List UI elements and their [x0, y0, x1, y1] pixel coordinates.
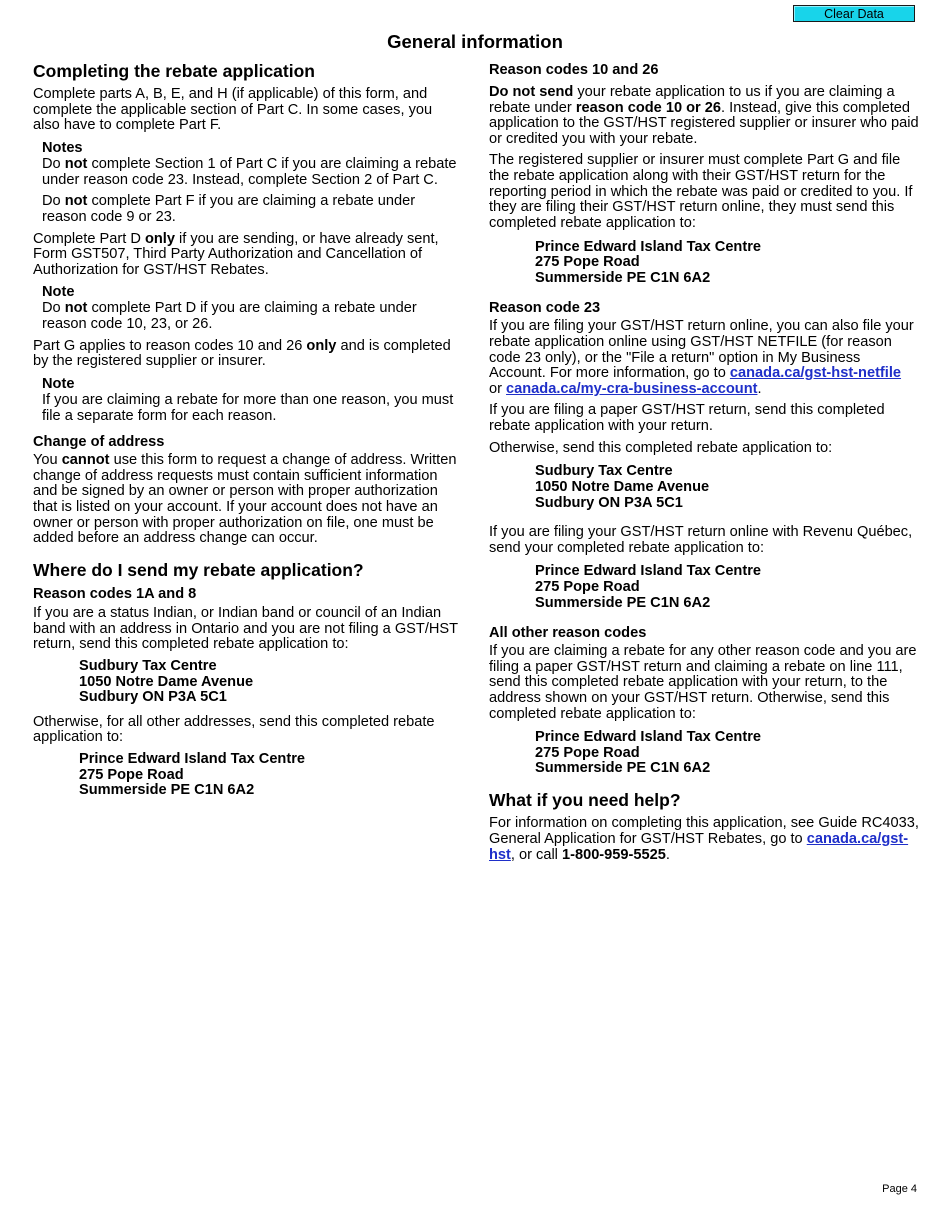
- supplier-text: The registered supplier or insurer must complete Part G and file the rebate application along with their GST/HST return for the reporting period in which the rebate was paid or credited to you. If they are filing their GST/HST return online, they must send this completed rebate application to:: [489, 152, 913, 231]
- netfile-link[interactable]: canada.ca/gst-hst-netfile: [729, 365, 902, 382]
- reason-10-26-text: Do not send your rebate application to us if you are claiming a rebate under reason code 10 or 26. Instead, give this completed application to the GST/HST registered supplier or insurer who paid or credited you with your rebate.: [489, 84, 919, 147]
- help-text: For information on completing this application, see Guide RC4033, General Application for GST/HST Rebates, go to canada.ca/gst-hst, or call 1-800-959-5525.: [489, 815, 919, 863]
- notes-heading: Notes: [42, 140, 83, 157]
- address-pei-other: Prince Edward Island Tax Centre 275 Pope Road Summerside PE C1N 6A2: [535, 729, 762, 777]
- note-part-f: Do not complete Part F if you are claiming a rebate under reason code 9 or 23.: [42, 193, 416, 225]
- revenu-quebec-text: If you are filing your GST/HST return online with Revenu Québec, send your completed rebate application to:: [489, 524, 913, 556]
- reason-23-online-text: If you are filing your GST/HST return online, you can also file your rebate application online using GST/HST NETFILE (for reason code 23 only), or the "File a return" option in My Business Account. For more information, go to canada.ca/gst-hst-netfile or canada.ca/my-cra-business-account.: [489, 318, 914, 397]
- business-account-link[interactable]: canada.ca/my-cra-business-account: [506, 380, 758, 397]
- completing-intro: Complete parts A, B, E, and H (if applicable) of this form, and complete the applicable section of Part C. In some cases, you also have to complete Part F.: [33, 86, 433, 134]
- address-sudbury: Sudbury Tax Centre 1050 Notre Dame Avenue Sudbury ON P3A 5C1: [79, 657, 254, 706]
- note-multiple-reasons: If you are claiming a rebate for more than one reason, you must file a separate form for each reason.: [42, 391, 454, 424]
- note-heading-2: Note: [42, 375, 75, 392]
- other-codes-text: If you are claiming a rebate for any other reason code and you are filing a paper GST/HST return and claiming a rebate on line 111, send this completed rebate application with your return, to the address shown on your GST/HST return. Otherwise, send this completed rebate application to:: [489, 643, 917, 722]
- other-codes-heading: All other reason codes: [489, 625, 647, 642]
- change-address-text: You cannot use this form to request a change of address. Written change of address requests must contain sufficient information and be signed by an owner or person with proper authorization that is listed on your account. If your account does not have an owner or person with proper authorization on file, one must be added before an address change can occur.: [33, 452, 457, 547]
- change-address-heading: Change of address: [33, 434, 165, 451]
- address-pei: Prince Edward Island Tax Centre 275 Pope Road Summerside PE C1N 6A2: [79, 751, 306, 799]
- reason-10-26-heading: Reason codes 10 and 26: [489, 62, 659, 78]
- page-number: Page 4: [882, 1183, 917, 1195]
- where-send-heading: Where do I send my rebate application?: [33, 559, 364, 580]
- note-block-part-d: [42, 284, 461, 332]
- address-pei-supplier: Prince Edward Island Tax Centre 275 Pope Road Summerside PE C1N 6A2: [535, 238, 762, 286]
- address-sudbury-23: Sudbury Tax Centre 1050 Notre Dame Avenue Sudbury ON P3A 5C1: [535, 463, 710, 511]
- reason-23-paper-text: If you are filing a paper GST/HST return, send this completed rebate application with your return.: [489, 402, 885, 435]
- help-heading: What if you need help?: [489, 790, 681, 811]
- note-part-c: Do not complete Section 1 of Part C if you are claiming a rebate under reason code 23. Instead, complete Section 2 of Part C.: [42, 156, 457, 188]
- gst-hst-link[interactable]: canada.ca/gst-hst: [489, 830, 909, 863]
- help-phone: 1-800-959-5525: [561, 846, 666, 863]
- reason-1a-8-text: If you are a status Indian, or Indian band or council of an Indian band with an address in Ontario and you are not filing a GST/HST return, send this completed rebate application to:: [33, 605, 458, 653]
- note-part-d: Do not complete Part D if you are claiming a rebate under reason code 10, 23, or 26.: [42, 300, 417, 333]
- otherwise-text: Otherwise, for all other addresses, send this completed rebate application to:: [33, 713, 435, 746]
- reason-23-otherwise-text: Otherwise, send this completed rebate application to:: [489, 439, 833, 456]
- left-column: [33, 62, 461, 808]
- right-column: [489, 62, 919, 869]
- part-g-text: Part G applies to reason codes 10 and 26 only and is completed by the registered supplier or insurer.: [33, 337, 451, 370]
- clear-data-button[interactable]: Clear Data: [793, 5, 915, 22]
- note-block-multiple: [42, 376, 461, 424]
- page-title: General information: [387, 31, 563, 52]
- address-pei-quebec: Prince Edward Island Tax Centre 275 Pope Road Summerside PE C1N 6A2: [535, 563, 762, 611]
- note-heading: Note: [42, 284, 75, 301]
- reason-23-heading: Reason code 23: [489, 300, 601, 317]
- part-d-text: Complete Part D only if you are sending, or have already sent, Form GST507, Third Party Authorization and Cancellation of Authorization for GST/HST Rebates.: [33, 230, 439, 278]
- reason-1a-8-heading: Reason codes 1A and 8: [33, 586, 197, 603]
- completing-heading: Completing the rebate application: [33, 61, 315, 81]
- notes-block: [42, 140, 461, 225]
